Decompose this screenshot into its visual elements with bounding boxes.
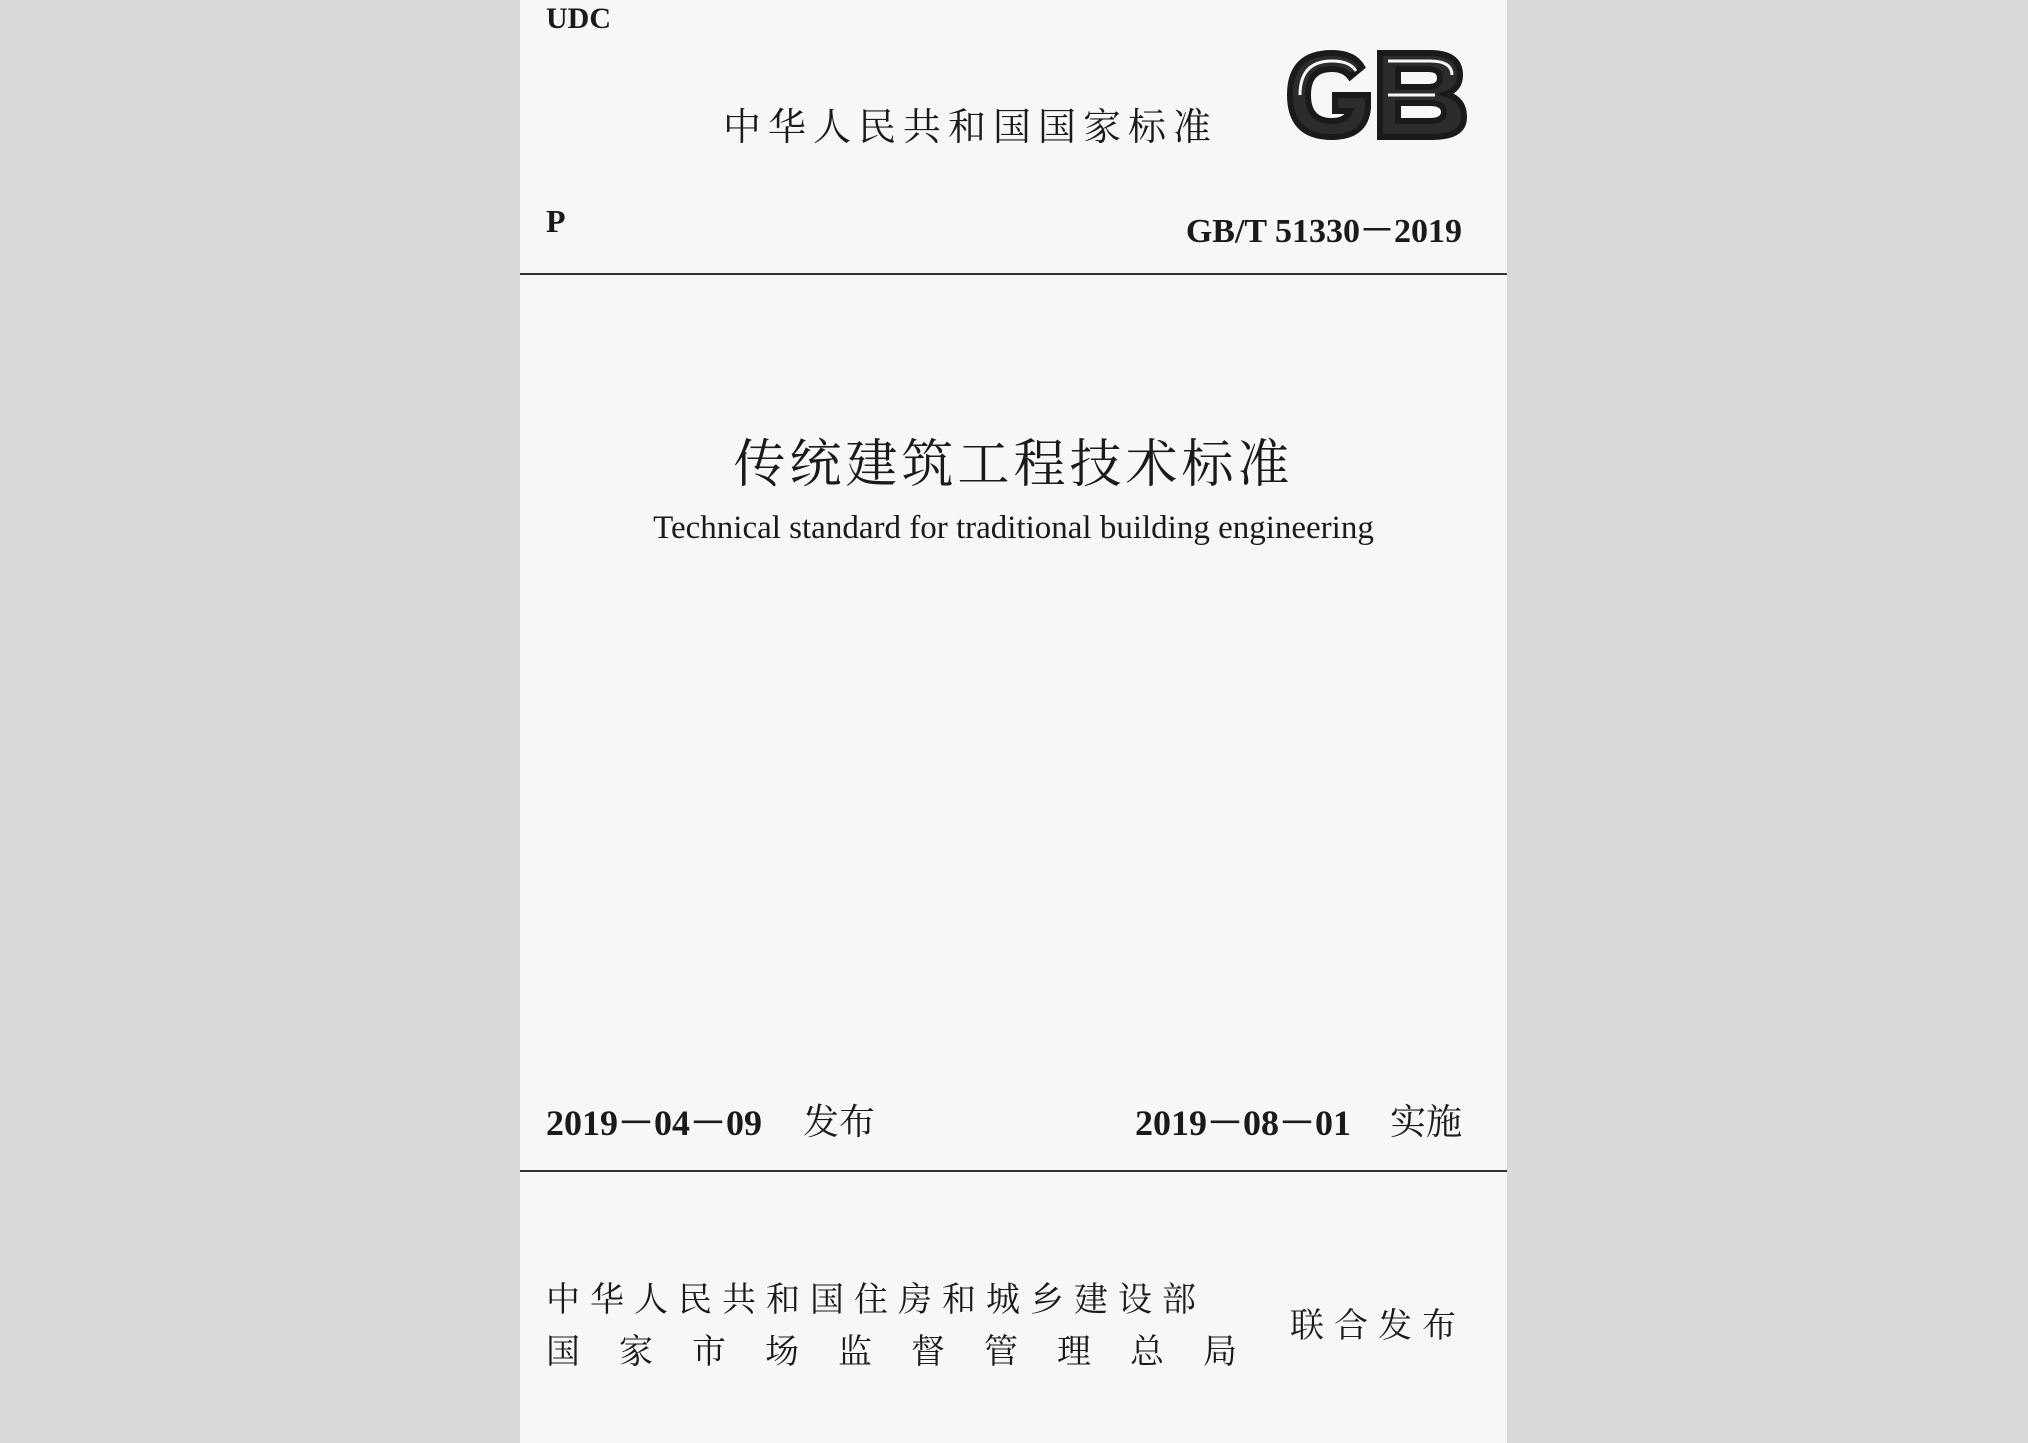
implementation-date: 2019－08－01 (1135, 1103, 1352, 1143)
udc-label: UDC (546, 2, 611, 35)
document-cover (520, 0, 1507, 1443)
top-divider (520, 273, 1507, 275)
national-standard-heading: 中华人民共和国国家标准 (723, 105, 1219, 149)
bottom-divider (520, 1170, 1507, 1172)
gb-logo (1280, 45, 1470, 145)
title-english: Technical standard for traditional building engineering (653, 510, 1374, 546)
title-chinese: 传统建筑工程技术标准 (733, 435, 1294, 495)
issuer-administration: 国家市场监督管理总局 (546, 1332, 1276, 1372)
classification-code: P (546, 203, 566, 239)
issuer-ministry: 中华人民共和国住房和城乡建设部 (546, 1280, 1206, 1320)
issue-label: 发布 (803, 1102, 876, 1143)
issue-date: 2019－04－09 (546, 1103, 763, 1143)
standard-number: GB/T 51330－2019 (1185, 213, 1462, 250)
implementation-label: 实施 (1390, 1102, 1463, 1143)
joint-issue-label: 联合发布 (1290, 1306, 1466, 1346)
